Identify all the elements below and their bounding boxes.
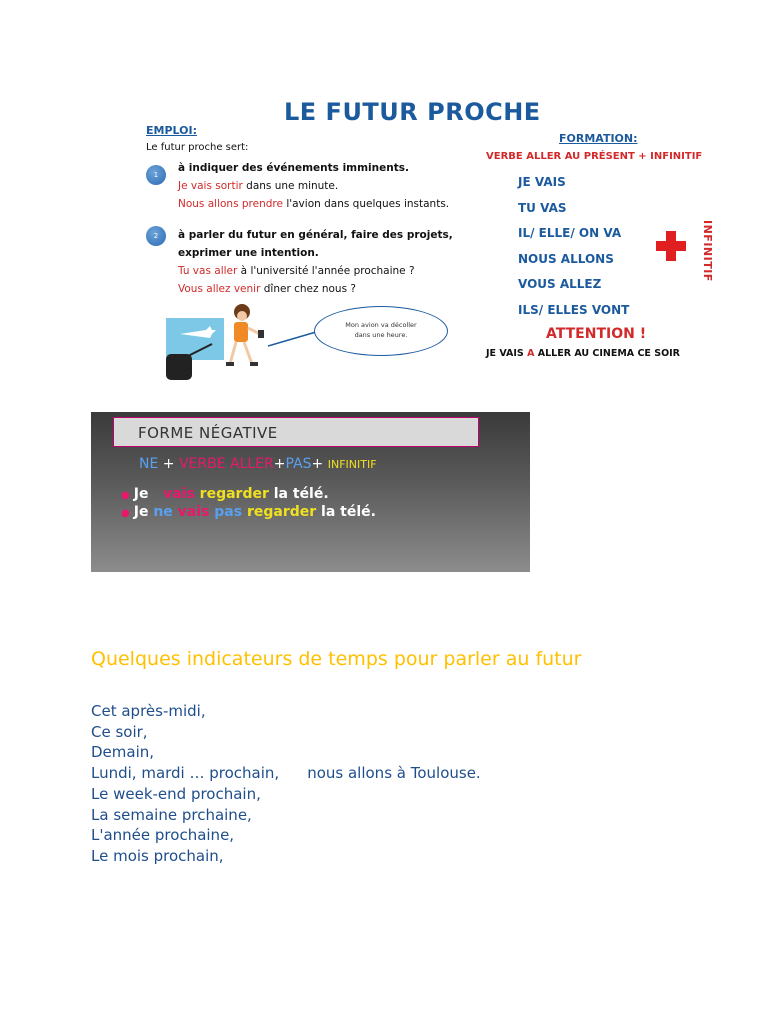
bullet-icon: ● xyxy=(121,508,130,519)
attention-example: JE VAIS A ALLER AU CINEMA CE SOIR xyxy=(486,348,680,359)
conjugation-item: NOUS ALLONS xyxy=(518,251,614,266)
infographic-title: LE FUTUR PROCHE xyxy=(284,98,541,126)
bullet-icon: ● xyxy=(121,490,130,501)
bubble-tail-icon xyxy=(268,328,318,348)
list-item: L'année prochaine, xyxy=(91,826,235,845)
point-2-example-2: Vous allez venir dîner chez nous ? xyxy=(178,283,356,295)
list-item xyxy=(91,763,481,784)
list-item: Demain, xyxy=(91,743,155,762)
conjugation-item: IL/ ELLE/ ON VA xyxy=(518,226,622,240)
emploi-heading: EMPLOI: xyxy=(146,124,197,137)
conjugation-list xyxy=(518,175,629,328)
time-indicators-list xyxy=(91,701,481,867)
conjugation-item: JE VAIS xyxy=(518,175,566,189)
point-2-number-badge: 2 xyxy=(146,226,166,246)
infinitif-vertical-label: INFINITIF xyxy=(701,220,714,282)
conjugation-item: ILS/ ELLES VONT xyxy=(518,302,630,317)
forme-negative-panel xyxy=(91,412,530,572)
list-item: La semaine prchaine, xyxy=(91,805,252,824)
attention-label: ATTENTION ! xyxy=(546,326,647,342)
complement-text: nous allons à Toulouse. xyxy=(307,764,481,783)
list-item: Ce soir, xyxy=(91,722,148,741)
negative-formula: NE + VERBE ALLER+PAS+ INFINITIF xyxy=(139,456,377,472)
point-1-text: à indiquer des événements imminents. xyxy=(178,162,409,174)
conjugation-item: TU VAS xyxy=(518,200,567,215)
point-1-example-2: Nous allons prendre l'avion dans quelques instants. xyxy=(178,198,450,210)
point-2-text-line-1: à parler du futur en général, faire des projets, xyxy=(178,229,453,241)
emploi-intro: Le futur proche sert: xyxy=(146,142,249,153)
list-item: Le week-end prochain, xyxy=(91,784,261,803)
list-item: Cet après-midi, xyxy=(91,702,206,720)
point-1-example-1: Je vais sortir dans une minute. xyxy=(178,180,339,192)
formation-subtitle: VERBE ALLER AU PRÉSENT + INFINITIF xyxy=(486,151,703,162)
futur-proche-infographic xyxy=(136,92,736,384)
example-sentence-2: ● Je ne vais pas regarder la télé. xyxy=(121,504,376,520)
bubble-line-1: Mon avion va décoller xyxy=(345,321,417,329)
plus-icon xyxy=(656,231,686,261)
point-2-text-line-2: exprimer une intention. xyxy=(178,247,319,259)
negative-header: FORME NÉGATIVE xyxy=(113,417,479,447)
cross-mark: A xyxy=(527,348,535,359)
example-sentence-1: ● Je vais regarder la télé. xyxy=(121,486,329,502)
speech-bubble xyxy=(314,306,448,356)
point-2-example-1: Tu vas aller à l'université l'année prochaine ? xyxy=(178,265,415,277)
list-item: Le mois prochain, xyxy=(91,846,224,865)
formation-heading: FORMATION: xyxy=(559,132,638,145)
point-1-number-badge: 1 xyxy=(146,165,166,185)
list-item-text: Lundi, mardi … prochain, xyxy=(91,764,280,783)
conjugation-item: VOUS ALLEZ xyxy=(518,277,602,291)
bubble-line-2: dans une heure. xyxy=(354,331,408,339)
indicators-heading: Quelques indicateurs de temps pour parler au futur xyxy=(91,648,582,670)
